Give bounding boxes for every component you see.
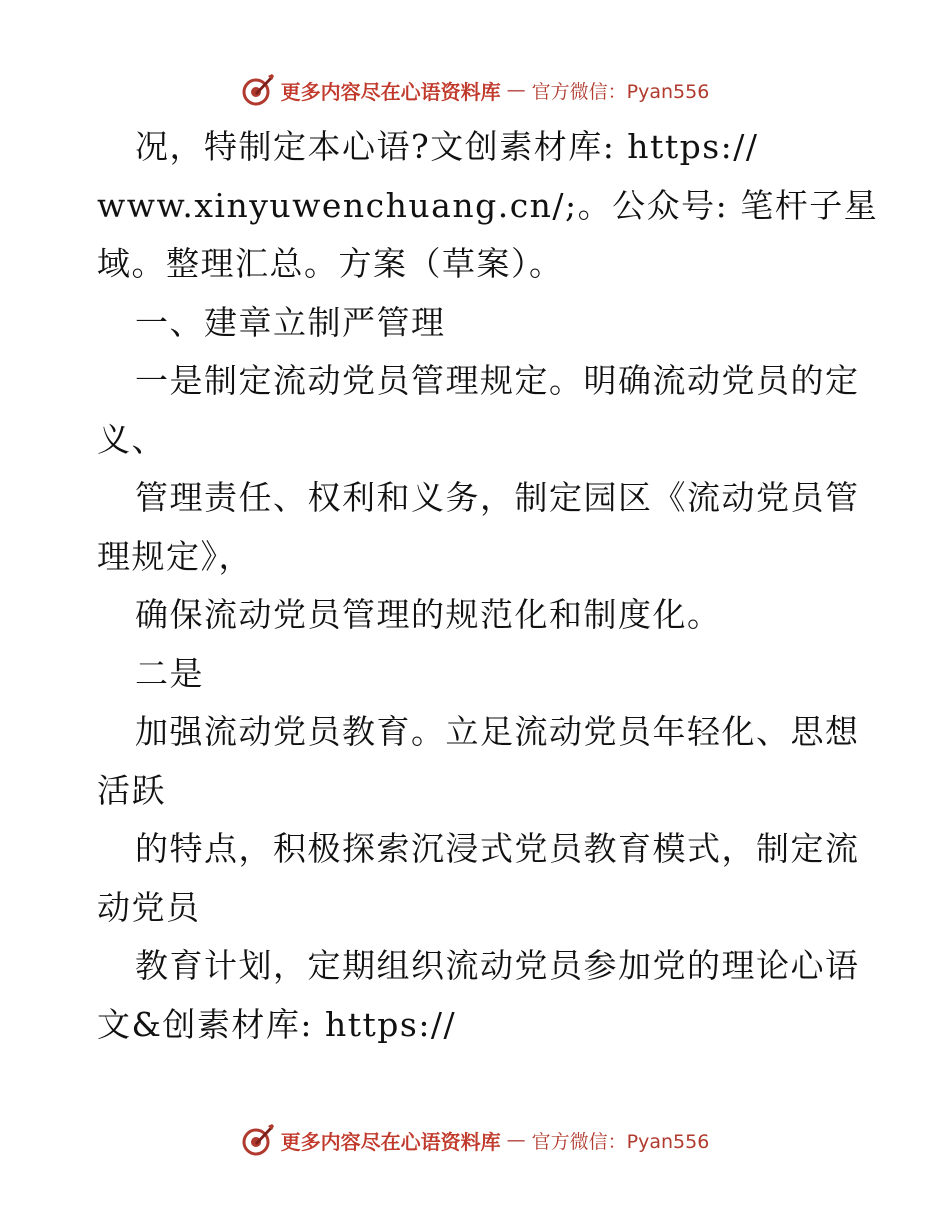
document-line: 确保流动党员管理的规范化和制度化。 bbox=[135, 595, 722, 634]
document-line: 教育计划，定期组织流动党员参加党的理论心语 bbox=[135, 946, 860, 985]
document-line: 一、建章立制严管理 bbox=[135, 302, 446, 342]
document-body bbox=[97, 118, 879, 1054]
banner-title: 更多内容尽在心语资料库 bbox=[280, 79, 501, 104]
document-line: 加强流动党员教育。立足流动党员年轻化、思想 bbox=[135, 712, 860, 751]
document-line: 活跃 bbox=[97, 770, 166, 810]
footer-banner bbox=[0, 1120, 950, 1160]
document-line: 管理责任、权利和义务，制定园区《流动党员管 bbox=[135, 478, 860, 517]
banner-contact: 官方微信：Pyan556 bbox=[531, 1130, 710, 1153]
banner-title: 更多内容尽在心语资料库 bbox=[280, 1129, 501, 1154]
banner-dash: — bbox=[506, 79, 526, 101]
document-line: www.xinyuwenchuang.cn/;。公众号: 笔杆子星 bbox=[97, 185, 879, 225]
quill-seal-icon bbox=[241, 73, 275, 107]
document-line: 况，特制定本心语?文创素材库: https:// bbox=[135, 127, 759, 166]
document-line: 义、 bbox=[97, 419, 166, 459]
document-line: 域。整理汇总。方案（草案）。 bbox=[97, 244, 564, 283]
banner-contact: 官方微信：Pyan556 bbox=[531, 80, 710, 103]
document-line: 理规定》， bbox=[97, 536, 253, 576]
document-line: 二是 bbox=[135, 653, 204, 693]
banner-dash: — bbox=[506, 1129, 526, 1151]
document-line: 动党员 bbox=[97, 887, 201, 927]
document-line: 一是制定流动党员管理规定。明确流动党员的定 bbox=[135, 361, 860, 400]
document-line: 的特点，积极探索沉浸式党员教育模式，制定流 bbox=[135, 829, 860, 868]
header-banner bbox=[0, 70, 950, 110]
document-line: 文&创素材库: https:// bbox=[97, 1004, 457, 1044]
quill-seal-icon bbox=[241, 1123, 275, 1157]
